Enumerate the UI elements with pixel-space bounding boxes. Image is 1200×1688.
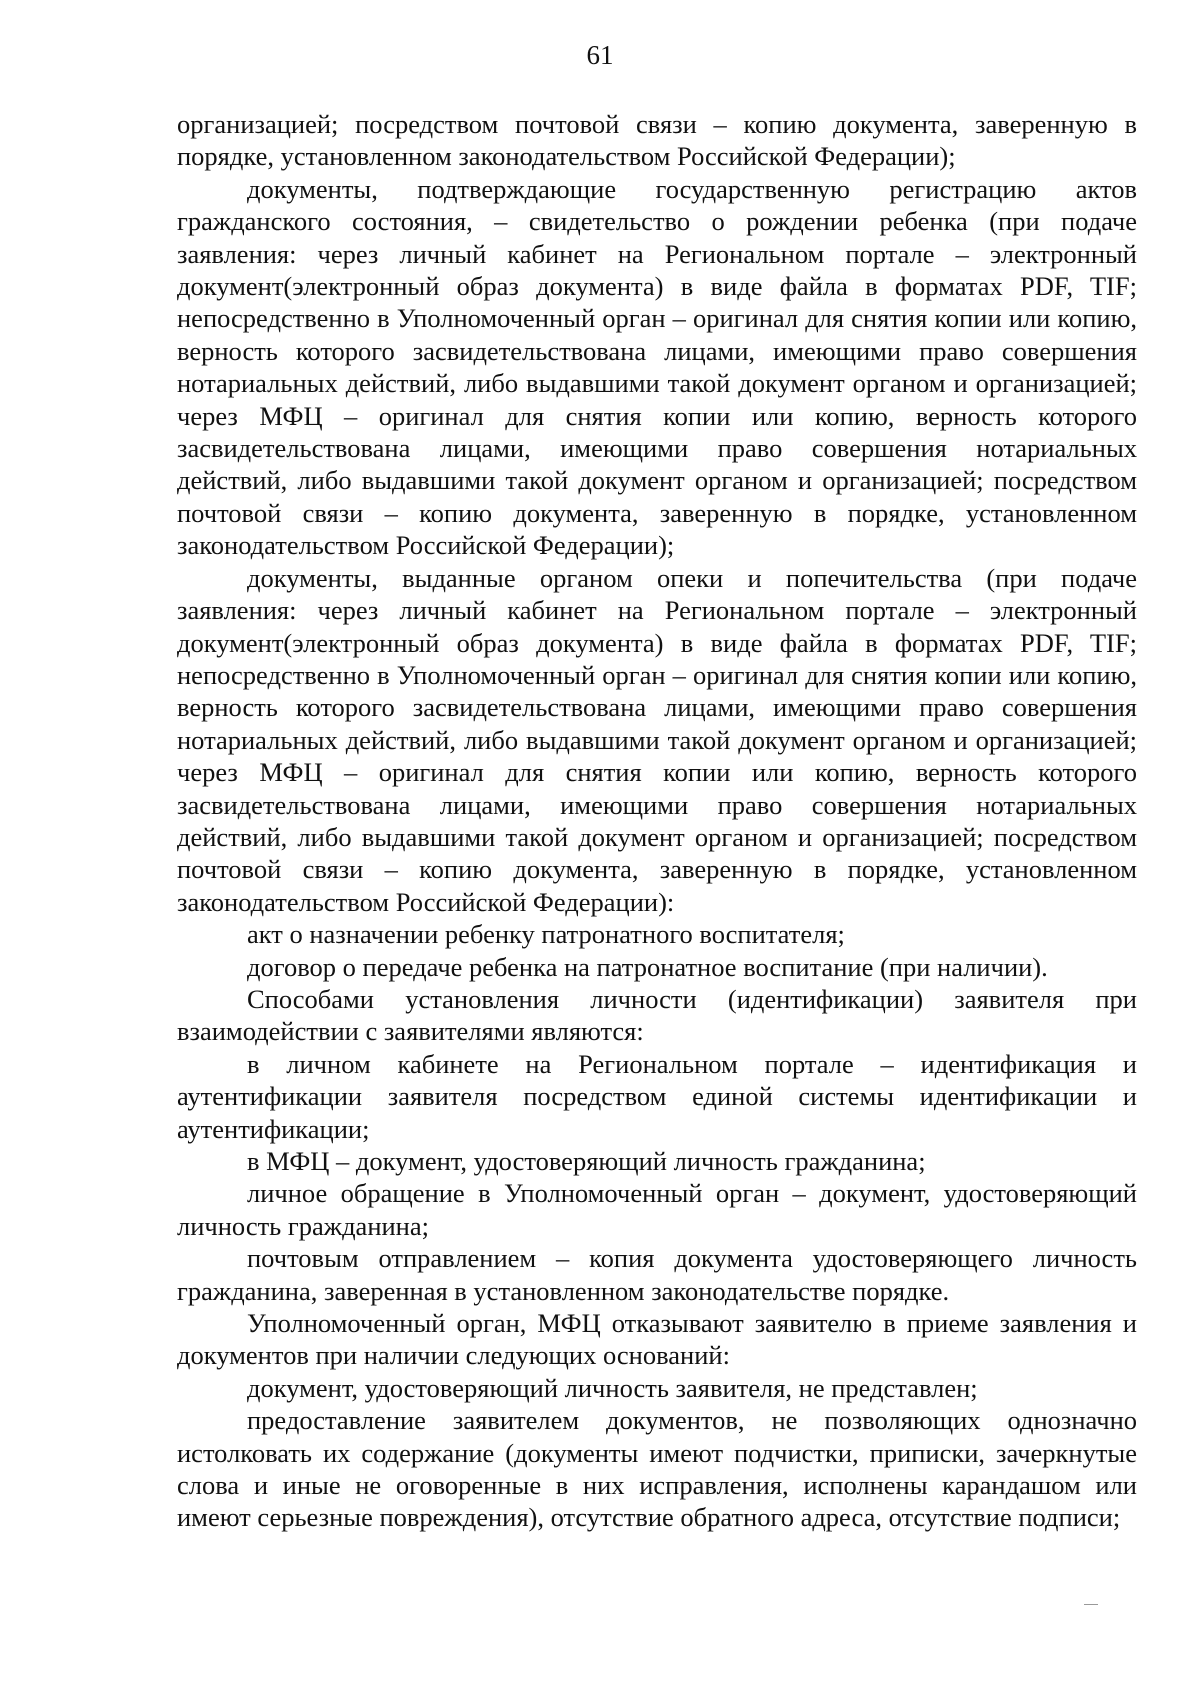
paragraph: договор о передаче ребенка на патронатное воспитание (при наличии).: [247, 951, 1048, 982]
paragraph: акт о назначении ребенку патронатного воспитателя;: [247, 919, 845, 950]
paragraph: Способами установления личности (идентификации) заявителя при взаимодействии с заявителями являются:: [177, 983, 1137, 1047]
page-number: 61: [586, 40, 614, 70]
paragraph: в МФЦ – документ, удостоверяющий личность гражданина;: [247, 1146, 926, 1176]
paragraph: документ, удостоверяющий личность заявителя, не представлен;: [247, 1372, 978, 1403]
paragraph: документы, выданные органом опеки и попечительства (при подаче заявления: через личный кабинет на Региональном портале – электронный документ(электронный образ документа) в виде файла в форматах PDF, TIF; непосредственно в Уполномоченный орган – оригинал для снятия копии или копию, верность которого засвидетельствована лицами, имеющими право совершения нотариальных действий, либо выдавшими такой документ органом и организацией; через МФЦ – оригинал для снятия копии или копию, верность которого засвидетельствована лицами, имеющими право совершения нотариальных действий, либо выдавшими такой документ органом и организацией; посредством почтовой связи – копию документа, заверенную в порядке, установленном законодательством Российской Федерации):: [177, 562, 1137, 917]
paragraph-continuation: организацией; посредством почтовой связи – копию документа, заверенную в порядке, установленном законодательством Российской Федерации);: [177, 109, 1137, 172]
paragraph: личное обращение в Уполномоченный орган – документ, удостоверяющий личность гражданина;: [177, 1178, 1137, 1241]
scan-speck: [1084, 1604, 1098, 1605]
body-text: [177, 108, 1137, 1534]
paragraph: почтовым отправлением – копия документа удостоверяющего личность гражданина, заверенная в установленном законодательстве порядке.: [177, 1243, 1137, 1306]
paragraph: Уполномоченный орган, МФЦ отказывают заявителю в приеме заявления и документов при наличии следующих оснований:: [177, 1308, 1137, 1371]
paragraph: предоставление заявителем документов, не позволяющих однозначно истолковать их содержание (документы имеют подчистки, приписки, зачеркнутые слова и иные не оговоренные в них исправления, исполнены карандашом или имеют серьезные повреждения), отсутствие обратного адреса, отсутствие подписи;: [177, 1405, 1137, 1533]
paragraph: в личном кабинете на Региональном портале – идентификация и аутентификации заявителя посредством единой системы идентификации и аутентификации;: [177, 1048, 1137, 1144]
paragraph: документы, подтверждающие государственную регистрацию актов гражданского состояния, – свидетельство о рождении ребенка (при подаче заявления: через личный кабинет на Региональном портале – электронный документ(электронный образ документа) в виде файла в форматах PDF, TIF; непосредственно в Уполномоченный орган – оригинал для снятия копии или копию, верность которого засвидетельствована лицами, имеющими право совершения нотариальных действий, либо выдавшими такой документ органом и организацией; через МФЦ – оригинал для снятия копии или копию, верность которого засвидетельствована лицами, имеющими право совершения нотариальных действий, либо выдавшими такой документ органом и организацией; посредством почтовой связи – копию документа, заверенную в порядке, установленном законодательством Российской Федерации);: [177, 173, 1137, 561]
